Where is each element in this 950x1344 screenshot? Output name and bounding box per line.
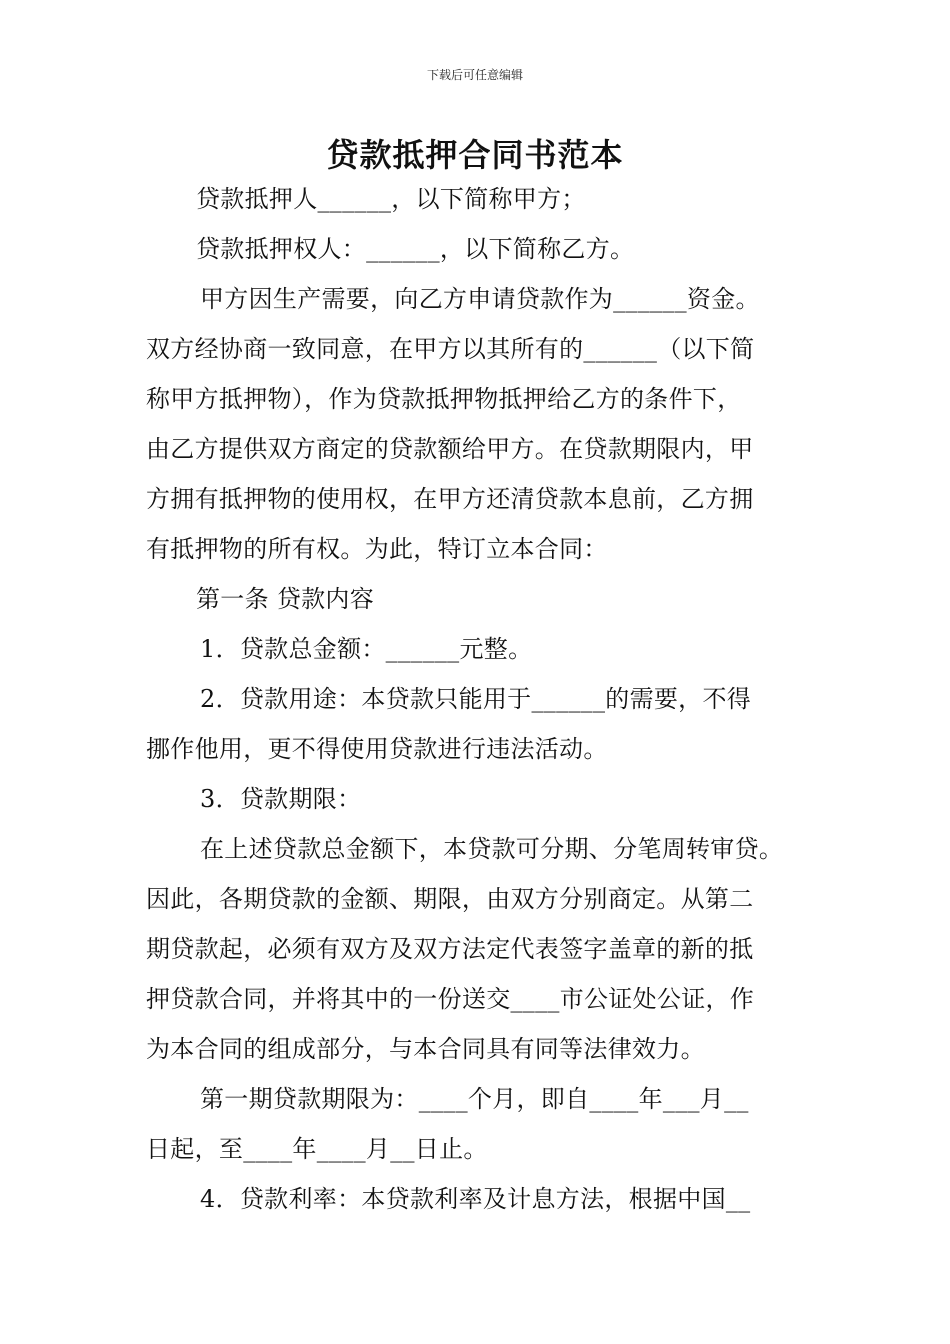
paragraph-line: 方拥有抵押物的使用权，在甲方还清贷款本息前，乙方拥 — [146, 485, 754, 513]
paragraph-line: 因此，各期贷款的金额、期限，由双方分别商定。从第二 — [146, 885, 754, 913]
clause-line: 2．贷款用途：本贷款只能用于______的需要，不得 — [200, 685, 752, 713]
paragraph-line: 有抵押物的所有权。为此，特订立本合同： — [146, 535, 608, 563]
paragraph-line: 称甲方抵押物），作为贷款抵押物抵押给乙方的条件下， — [146, 385, 742, 413]
paragraph-line: 双方经协商一致同意，在甲方以其所有的______（以下简 — [146, 335, 755, 363]
article-heading: 第一条 贷款内容 — [196, 585, 375, 613]
clause-line: 3．贷款期限： — [200, 785, 362, 813]
paragraph-line: 期贷款起，必须有双方及双方法定代表签字盖章的新的抵 — [146, 935, 754, 963]
paragraph-line-mortgagor: 贷款抵押人______，以下简称甲方； — [196, 185, 586, 213]
paragraph-line: 挪作他用，更不得使用贷款进行违法活动。 — [146, 735, 608, 763]
paragraph-line-mortgagee: 贷款抵押权人：______，以下简称乙方。 — [196, 235, 635, 263]
paragraph-line: 第一期贷款期限为：____个月，即自____年___月__ — [200, 1085, 749, 1113]
paragraph-line: 甲方因生产需要，向乙方申请贷款作为______资金。 — [200, 285, 760, 313]
paragraph-line: 押贷款合同，并将其中的一份送交____市公证处公证，作 — [146, 985, 755, 1013]
clause-line: 4．贷款利率：本贷款利率及计息方法，根据中国__ — [200, 1185, 751, 1213]
clause-line: 1．贷款总金额：______元整。 — [200, 635, 533, 663]
paragraph-line: 为本合同的组成部分，与本合同具有同等法律效力。 — [146, 1035, 705, 1063]
paragraph-line: 在上述贷款总金额下，本贷款可分期、分笔周转审贷。 — [200, 835, 784, 863]
paragraph-line: 由乙方提供双方商定的贷款额给甲方。在贷款期限内，甲 — [146, 435, 754, 463]
paragraph-line: 日起，至____年____月__日止。 — [146, 1135, 488, 1163]
document-title: 贷款抵押合同书范本 — [326, 136, 624, 174]
header-note: 下载后可任意编辑 — [426, 68, 523, 82]
